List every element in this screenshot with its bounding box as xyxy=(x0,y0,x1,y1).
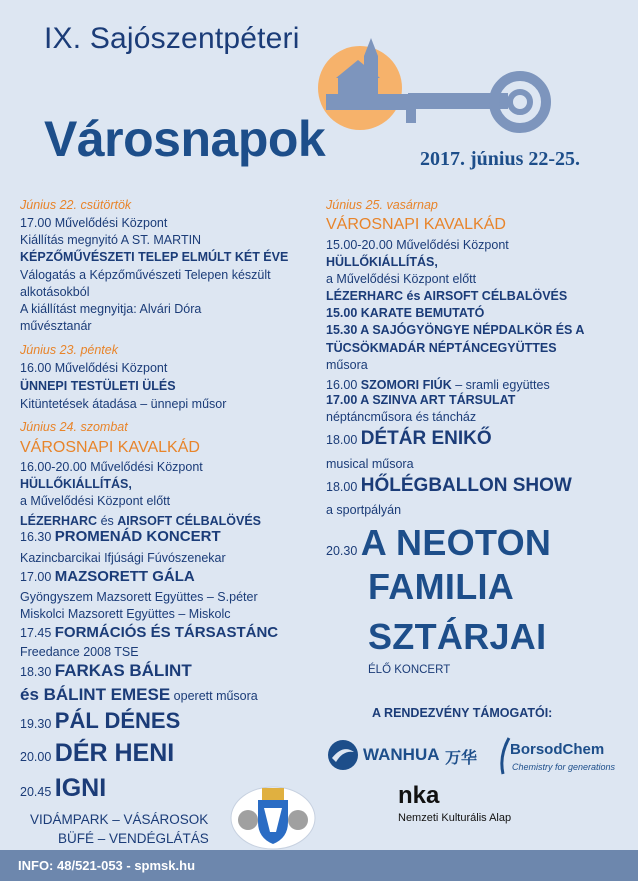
text-line: 16.00-20.00 Művelődési Központ xyxy=(20,460,203,474)
text-line xyxy=(20,739,174,768)
event-title: TÜCSÖKMADÁR NÉPTÁNCEGYÜTTES xyxy=(326,341,557,355)
text-line: Kazincbarcikai Ifjúsági Fúvószenekar xyxy=(20,551,226,565)
header-date: 2017. június 22-25. xyxy=(420,148,581,170)
nka-logo-subtitle: Nemzeti Kulturális Alap xyxy=(398,812,512,824)
text-line xyxy=(20,624,278,642)
event-time: 20.30 xyxy=(326,544,361,558)
event-title: PÁL DÉNES xyxy=(54,708,181,733)
event-title: AIRSOFT CÉLBALÖVÉS xyxy=(117,514,262,528)
text-fragment: – sramli együttes xyxy=(451,378,550,392)
section-heading: VÁROSNAPI KAVALKÁD xyxy=(326,216,506,233)
event-title: 15.00 KARATE BEMUTATÓ xyxy=(326,306,485,320)
event-title: HÜLLŐKIÁLLÍTÁS, xyxy=(326,255,438,269)
text-line: A kiállítást megnyitja: Alvári Dóra xyxy=(20,302,202,316)
event-title: MAZSORETT GÁLA xyxy=(54,568,195,585)
event-time: 18.00 xyxy=(326,480,361,494)
headline-title: SZTÁRJAI xyxy=(368,616,547,657)
coat-of-arms-logo xyxy=(228,782,318,850)
event-title: IGNI xyxy=(54,774,107,802)
event-title: FARKAS BÁLINT xyxy=(54,661,192,680)
event-title: 17.00 A SZINVA ART TÁRSULAT xyxy=(326,393,516,407)
text-line: alkotásokból xyxy=(20,285,90,299)
text-line: néptáncműsora és táncház xyxy=(326,410,477,424)
event-time: 19.30 xyxy=(20,717,55,731)
event-time: 17.45 xyxy=(20,626,55,640)
text-line: VIDÁMPARK – VÁSÁROSOK xyxy=(30,812,209,827)
event-time: 20.00 xyxy=(20,750,55,764)
event-time: 16.00 xyxy=(326,378,361,392)
text-line xyxy=(326,522,551,564)
text-line: 16.00 Művelődési Központ xyxy=(20,361,168,375)
text-line xyxy=(20,528,221,546)
text-fragment: operett műsora xyxy=(170,689,258,703)
event-title: HŐLÉGBALLON SHOW xyxy=(360,475,572,496)
event-title: SZOMORI FIÚK xyxy=(360,378,452,392)
exhibition-title: KÉPZŐMŰVÉSZETI TELEP ELMÚLT KÉT ÉVE xyxy=(20,250,289,264)
text-line xyxy=(20,685,258,705)
text-line: műsora xyxy=(326,358,368,372)
header-subtitle: IX. Sajószentpéteri xyxy=(44,22,300,55)
wanhua-logo xyxy=(326,738,360,772)
headline-title: A NEOTON xyxy=(360,522,552,563)
event-time: 18.30 xyxy=(20,665,55,679)
sponsors-heading: A RENDEZVÉNY TÁMOGATÓI: xyxy=(372,706,553,720)
text-line: művésztanár xyxy=(20,319,92,333)
event-title: FORMÁCIÓS ÉS TÁRSASTÁNC xyxy=(54,624,279,641)
text-line: BÜFÉ – VENDÉGLÁTÁS xyxy=(58,831,209,846)
text-line xyxy=(20,774,106,803)
event-title: LÉZERHARC és AIRSOFT CÉLBALÖVÉS xyxy=(326,289,568,303)
text-line: Freedance 2008 TSE xyxy=(20,645,139,659)
text-line: Kitüntetések átadása – ünnepi műsor xyxy=(20,397,227,411)
text-line xyxy=(20,568,195,586)
text-line xyxy=(326,376,550,394)
event-title: és BÁLINT EMESE xyxy=(20,685,171,704)
event-time: 18.00 xyxy=(326,433,361,447)
key-church-illustration xyxy=(308,36,558,156)
footer-info: INFO: 48/521-053 - spmsk.hu xyxy=(18,858,196,873)
wanhua-logo-chinese: 万华 xyxy=(445,750,478,767)
text-line: Gyöngyszem Mazsorett Együttes – S.péter xyxy=(20,590,258,604)
text-line: Válogatás a Képzőművészeti Telepen készült xyxy=(20,268,271,282)
event-title: DÉR HENI xyxy=(54,739,175,767)
text-line: Miskolci Mazsorett Együttes – Miskolc xyxy=(20,607,231,621)
text-line: a Művelődési Központ előtt xyxy=(326,272,477,286)
event-time: 17.00 xyxy=(20,570,55,584)
text-line xyxy=(20,661,192,681)
borsodchem-tagline: Chemistry for generations xyxy=(512,762,616,772)
event-time: 20.45 xyxy=(20,785,55,799)
text-line: ÉLŐ KONCERT xyxy=(368,664,451,676)
event-title: PROMENÁD KONCERT xyxy=(54,528,221,545)
text-line: a sportpályán xyxy=(326,503,402,517)
event-title: ÜNNEPI TESTÜLETI ÜLÉS xyxy=(20,379,176,393)
text-line: Kiállítás megnyitó A ST. MARTIN xyxy=(20,233,202,247)
event-title: DÉTÁR ENIKŐ xyxy=(360,428,492,449)
day-heading-saturday: Június 24. szombat xyxy=(20,420,128,434)
text-line: 17.00 Művelődési Központ xyxy=(20,216,168,230)
text-line: musical műsora xyxy=(326,457,414,471)
header-title: Városnapok xyxy=(44,111,326,167)
text-line: a Művelődési Központ előtt xyxy=(20,494,171,508)
section-heading: VÁROSNAPI KAVALKÁD xyxy=(20,439,200,456)
text-line xyxy=(326,428,492,450)
headline-title: FAMILIA xyxy=(368,566,515,607)
borsodchem-logo-text: BorsodChem xyxy=(510,741,605,758)
day-heading-thursday: Június 22. csütörtök xyxy=(20,198,132,212)
wanhua-logo-text: WANHUA xyxy=(363,745,440,764)
text-line xyxy=(326,475,572,497)
text-line: 15.00-20.00 Művelődési Központ xyxy=(326,238,509,252)
event-title: HÜLLŐKIÁLLÍTÁS, xyxy=(20,477,132,491)
day-heading-friday: Június 23. péntek xyxy=(20,343,118,357)
event-title: 15.30 A SAJÓGYÖNGYE NÉPDALKÖR ÉS A xyxy=(326,323,585,337)
event-time: 16.30 xyxy=(20,530,55,544)
text-line xyxy=(20,708,180,734)
text-fragment: és xyxy=(97,514,118,528)
nka-logo-text: nka xyxy=(398,782,440,809)
event-title: LÉZERHARC xyxy=(20,514,98,528)
day-heading-sunday: Június 25. vasárnap xyxy=(326,198,438,212)
